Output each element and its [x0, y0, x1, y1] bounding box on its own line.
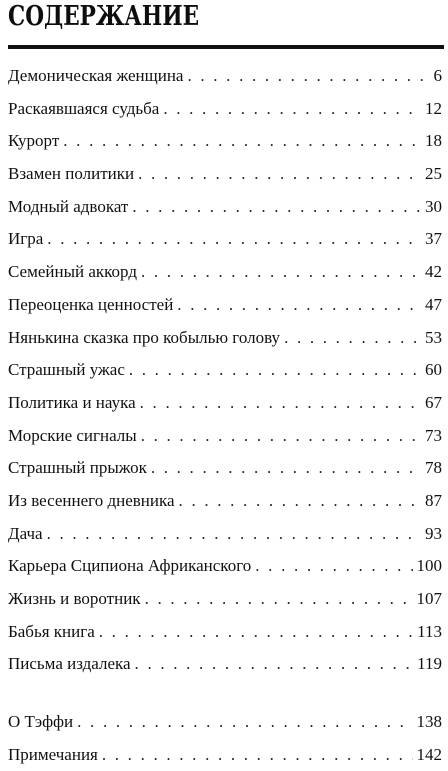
toc-entry[interactable] [8, 452, 442, 485]
toc-entry[interactable] [8, 420, 442, 453]
toc-entry-page: 73 [425, 425, 442, 445]
toc-entry-title: О Тэффи [8, 712, 74, 731]
toc-entry-title: Жизнь и воротник [8, 589, 141, 608]
title-rule [8, 45, 444, 49]
dot-leader [187, 60, 429, 93]
toc-entry-page: 37 [425, 229, 442, 249]
dot-leader [102, 738, 413, 771]
toc-entry-title: Курорт [8, 131, 60, 151]
toc-entry[interactable] [8, 158, 442, 191]
dot-leader [47, 518, 421, 551]
toc-entry[interactable] [8, 387, 442, 420]
dot-leader [179, 485, 421, 518]
toc-entry-title: Карьера Сципиона Африканского [8, 556, 252, 576]
dot-leader [135, 648, 414, 681]
toc-entry-page: 47 [425, 294, 442, 314]
toc-entry-page: 67 [425, 392, 442, 412]
toc-entry-page: 42 [425, 262, 442, 282]
dot-leader [140, 387, 421, 420]
dot-leader [77, 705, 412, 738]
toc-entry-page: 100 [416, 556, 442, 576]
toc-entry[interactable] [8, 583, 442, 616]
toc-entry[interactable] [8, 616, 442, 649]
toc-entry-page: 25 [425, 164, 442, 184]
toc-entry[interactable] [8, 485, 442, 518]
toc-entry-title: Переоценка ценностей [8, 294, 174, 314]
toc-entry[interactable] [8, 550, 442, 583]
toc-entry-title: Страшный прыжок [8, 458, 147, 478]
toc-entry[interactable] [8, 354, 442, 387]
dot-leader [138, 158, 421, 191]
toc-entry-page: 93 [425, 523, 442, 543]
toc-entry-page: 142 [416, 745, 442, 764]
toc-list [8, 60, 442, 681]
dot-leader [99, 616, 413, 649]
toc-entry-page: 12 [425, 98, 442, 118]
toc-entry[interactable] [8, 705, 442, 738]
dot-leader [145, 583, 413, 616]
toc-entry-title: Дача [8, 523, 43, 543]
dot-leader [284, 322, 421, 355]
toc-entry-title: Письма издалека [8, 654, 131, 674]
toc-entry[interactable] [8, 223, 442, 256]
dot-leader [163, 93, 421, 126]
dot-leader [141, 256, 421, 289]
toc-entry-title: Бабья книга [8, 621, 95, 641]
toc-entry-page: 6 [433, 66, 442, 85]
toc-entry-page: 18 [425, 131, 442, 151]
dot-leader [129, 354, 421, 387]
dot-leader [177, 289, 421, 322]
toc-entry-title: Демоническая женщина [8, 66, 184, 85]
toc-entry-page: 107 [416, 589, 442, 608]
toc-entry[interactable] [8, 518, 442, 551]
dot-leader [151, 452, 421, 485]
dot-leader [47, 223, 421, 256]
appendix-list [8, 705, 442, 771]
toc-entry[interactable] [8, 191, 442, 224]
toc-entry-title: Взамен политики [8, 164, 135, 184]
toc-entry[interactable] [8, 738, 442, 771]
toc-entry[interactable] [8, 60, 442, 93]
page-title: СОДЕРЖАНИЕ [8, 1, 200, 32]
toc-entry-title: Примечания [8, 745, 98, 764]
toc-entry-page: 78 [425, 458, 442, 478]
dot-leader [132, 191, 421, 224]
toc-entry-title: Раскаявшаяся судьба [8, 98, 160, 118]
toc-entry-page: 30 [425, 196, 442, 216]
toc-entry-title: Политика и наука [8, 392, 136, 412]
toc-entry-page: 113 [417, 621, 442, 641]
toc-entry[interactable] [8, 125, 442, 158]
dot-leader [63, 125, 421, 158]
dot-leader [141, 420, 421, 453]
toc-entry-title: Морские сигналы [8, 425, 137, 445]
toc-entry-page: 138 [416, 712, 442, 731]
dot-leader [255, 550, 412, 583]
toc-entry-page: 60 [425, 360, 442, 380]
toc-entry-page: 53 [425, 327, 442, 347]
toc-entry-title: Страшный ужас [8, 360, 125, 380]
toc-entry[interactable] [8, 93, 442, 126]
toc-entry[interactable] [8, 648, 442, 681]
toc-entry-title: Игра [8, 229, 44, 249]
toc-entry-title: Нянькина сказка про кобылью голову [8, 327, 281, 347]
toc-entry[interactable] [8, 256, 442, 289]
toc-entry-title: Модный адвокат [8, 196, 129, 216]
toc-entry[interactable] [8, 289, 442, 322]
toc-entry-page: 87 [425, 490, 442, 510]
toc-entry-page: 119 [417, 654, 442, 674]
toc-entry-title: Семейный аккорд [8, 262, 137, 282]
toc-entry[interactable] [8, 322, 442, 355]
toc-entry-title: Из весеннего дневника [8, 490, 175, 510]
